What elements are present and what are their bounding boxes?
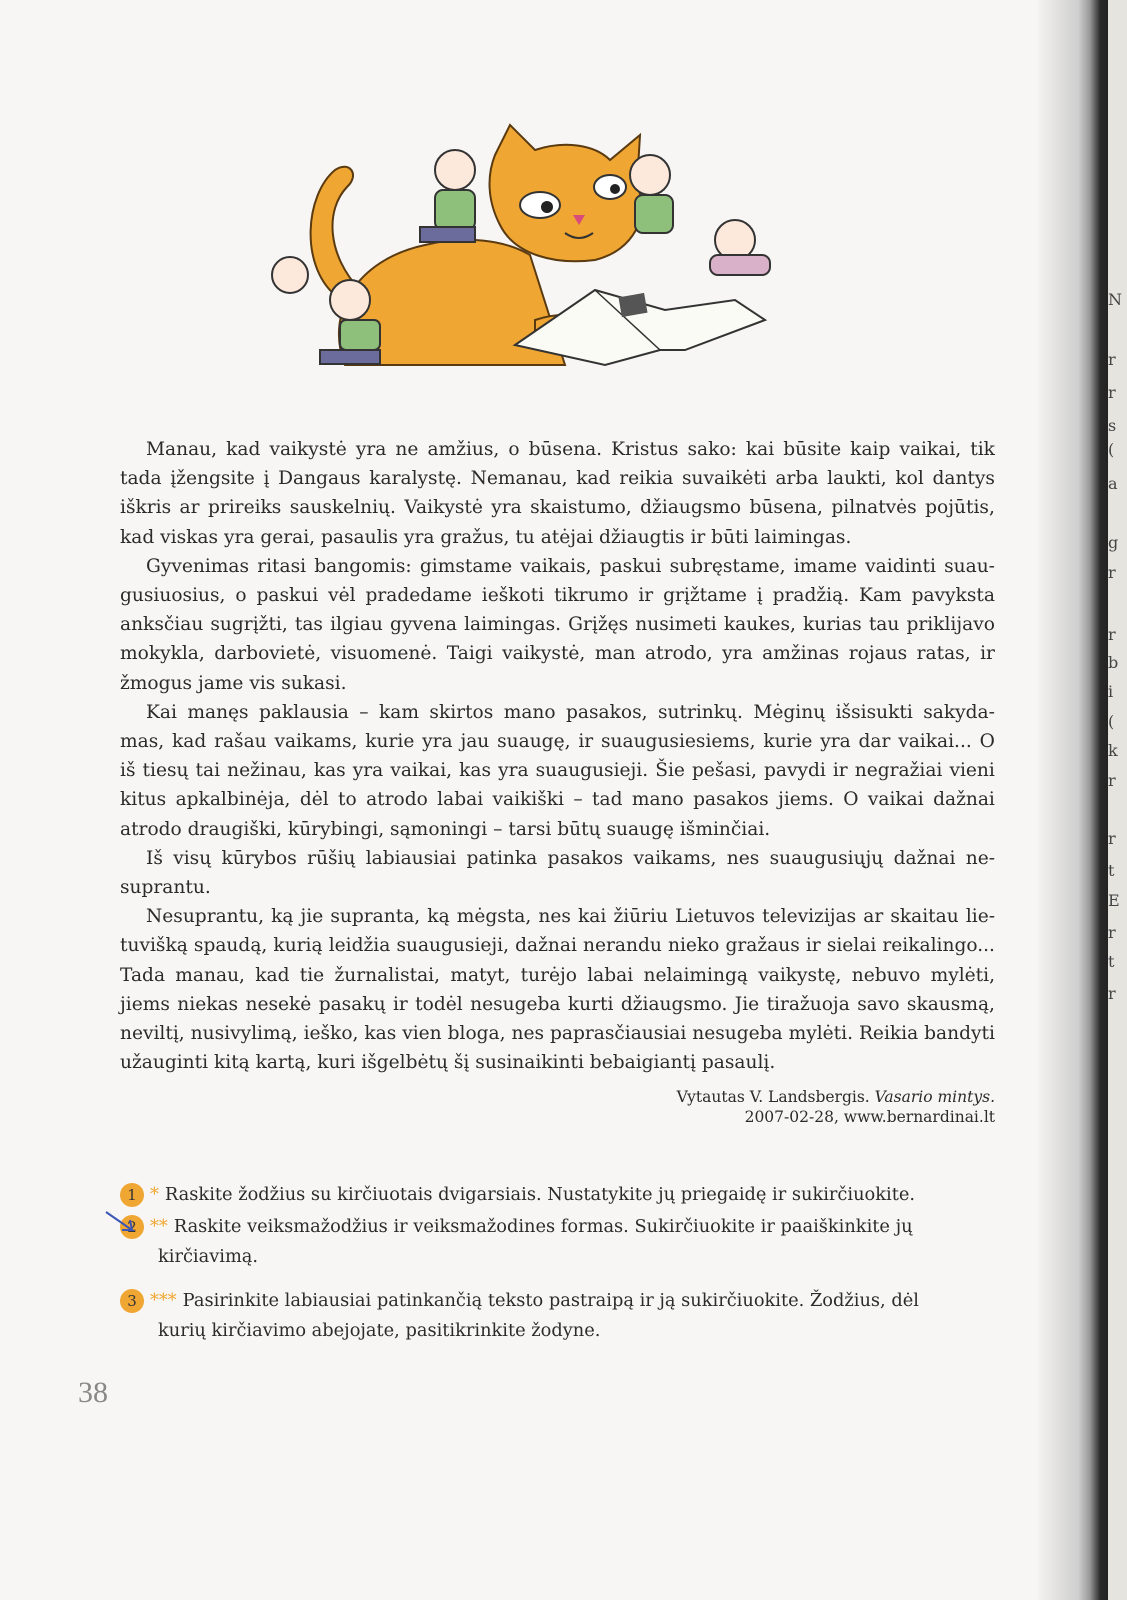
next-page-char: g — [1108, 533, 1119, 552]
next-page-edge — [1108, 0, 1127, 1600]
text-line: užauginti kitą kartą, kuri išgelbėtų šį susinaikinti bebaigiantį pasaulį. — [120, 1052, 776, 1074]
next-page-char: b — [1108, 653, 1119, 672]
next-page-char: s — [1108, 416, 1117, 435]
task-text: kurių kirčiavimo abejojate, pasitikrinkite žodyne. — [158, 1320, 601, 1341]
handwritten-arrow-annotation — [104, 1208, 144, 1236]
task-difficulty-stars: * — [150, 1184, 159, 1205]
task-1 — [120, 1180, 1000, 1210]
task-text: Raskite veiksmažodžius ir veiksmažodines formas. Sukirčiuokite ir paaiškinkite jų — [173, 1216, 913, 1237]
text-line: kad viskas yra gerai, pasaulis yra gražus, tu atėjai džiaugtis ir būti laimingas. — [120, 526, 852, 548]
task-number-badge: 3 — [120, 1289, 144, 1313]
text-line: tuvišką spaudą, kurią leidžia suaugusieji, dažnai nerandu nieko gražaus ir sielai reikalingo... — [120, 935, 995, 957]
text-line: mokykla, darbovietė, visuomenė. Taigi vaikystė, man atrodo, yra amžinas rojaus ratas, ir — [120, 643, 995, 665]
task-difficulty-stars: ** — [150, 1216, 168, 1237]
task-2 — [120, 1212, 1000, 1272]
text-line: Kai manęs paklausia – kam skirtos mano pasakos, sutrinkų. Mėginų išsisukti sakyda- — [146, 701, 995, 723]
task-text: Raskite žodžius su kirčiuotais dvigarsiais. Nustatykite jų priegaidę ir sukirčiuokite. — [164, 1184, 916, 1205]
text-line: žmogus jame vis sukasi. — [120, 672, 347, 694]
author-name: Vytautas V. Landsbergis. — [676, 1088, 870, 1107]
task-3 — [120, 1286, 1000, 1346]
next-page-char: r — [1108, 984, 1116, 1003]
text-line: Manau, kad vaikystė yra ne amžius, o būsena. Kristus sako: kai būsite kaip vaikai, tik — [146, 439, 995, 460]
text-line: Gyvenimas ritasi bangomis: gimstame vaikais, paskui subręstame, imame vaidinti suau- — [146, 555, 995, 577]
cat-with-children-reading-illustration — [265, 115, 805, 400]
task-number-badge: 1 — [120, 1183, 144, 1207]
text-line: gusiuosius, o paskui vėl pradedame ieškoti tikrumo ir grįžtame į pradžią. Kam pavyksta — [120, 585, 995, 607]
next-page-char: ( — [1108, 440, 1115, 459]
text-line: suprantu. — [120, 877, 211, 899]
child-top — [420, 150, 475, 242]
article-paragraphs — [120, 435, 995, 1077]
cat-left-eye — [520, 192, 560, 218]
next-page-char: t — [1108, 952, 1115, 971]
text-line: kitus apkalbinėja, dėl to atrodo labai vaikiški – tad mano pasakos jiems. O vaikai dažnai — [120, 789, 995, 811]
next-page-char: r — [1108, 625, 1116, 644]
text-line: atrodo draugiški, kūrybingi, sąmoningi – tarsi būtų suaugę išminčiai. — [120, 818, 771, 840]
article-attribution — [120, 1087, 995, 1127]
next-page-char: N — [1108, 290, 1122, 309]
next-page-char: i — [1108, 682, 1114, 701]
text-line: jiems niekas nesekė pasakų ir todėl nesugeba kurti džiaugsmo. Jie tiražuoja savo skausmą, — [120, 993, 995, 1015]
cat-tail — [311, 167, 360, 295]
cat-right-eye — [594, 175, 626, 199]
text-line: mas, kad rašau vaikams, kurie yra jau suaugę, ir suaugusiesiems, kurie yra dar vaikai... O — [120, 731, 995, 753]
text-line: Nesuprantu, ką jie supranta, ką mėgsta, nes kai žiūriu Lietuvos televizijas ar skaitau lie- — [146, 906, 995, 928]
task-difficulty-stars: *** — [150, 1290, 177, 1311]
source-line: 2007-02-28, www.bernardinai.lt — [744, 1108, 995, 1127]
page-number: 38 — [78, 1376, 108, 1409]
next-page-char: r — [1108, 771, 1116, 790]
task-text: kirčiavimą. — [158, 1246, 259, 1267]
next-page-char: ( — [1108, 712, 1115, 731]
next-page-char: k — [1108, 741, 1118, 760]
next-page-char: E — [1108, 891, 1120, 910]
next-page-char: r — [1108, 923, 1116, 942]
child-right — [630, 155, 770, 275]
next-page-char: a — [1108, 474, 1118, 493]
text-line: Iš visų kūrybos rūšių labiausiai patinka pasakos vaikams, nes suaugusiųjų dažnai ne- — [146, 847, 995, 869]
text-line: anksčiau sugrįžti, tas ilgiau gyvena laimingas. Grįžęs nusimeti kaukes, kurias tau priklijavo — [120, 614, 995, 636]
text-line: iš tiesų tai nežinau, kas yra vaikai, kas yra suaugusieji. Šie pešasi, pavydi ir negražiai vieni — [120, 760, 995, 782]
next-page-char: r — [1108, 563, 1116, 582]
task-text: Pasirinkite labiausiai patinkančią teksto pastraipą ir ją sukirčiuokite. Žodžius, dėl — [182, 1290, 919, 1311]
source-title: Vasario mintys. — [874, 1088, 995, 1107]
text-line: tada įžengsite į Dangaus karalystę. Nemanau, kad reikia suvaikėti arba laukti, kol dantys — [120, 468, 995, 490]
text-line: Tada manau, kad tie žurnalistai, matyt, turėjo labai nelaimingą vaikystę, nebuvo mylėti, — [120, 964, 995, 986]
text-line: neviltį, nusivylimą, ieško, kas vien bloga, nes paprasčiausiai nesugeba mylėti. Reikia bandyti — [120, 1023, 995, 1045]
next-page-char: r — [1108, 383, 1116, 402]
article-text — [120, 435, 995, 1127]
next-page-char: r — [1108, 350, 1116, 369]
next-page-char: t — [1108, 861, 1115, 880]
task-number-badge: 2 — [120, 1215, 144, 1239]
next-page-char: r — [1108, 829, 1116, 848]
text-line: iškris ar prireiks sauskelnių. Vaikystė yra skaistumo, džiaugsmo būsena, pilnatvės pojūtis, — [120, 497, 995, 519]
